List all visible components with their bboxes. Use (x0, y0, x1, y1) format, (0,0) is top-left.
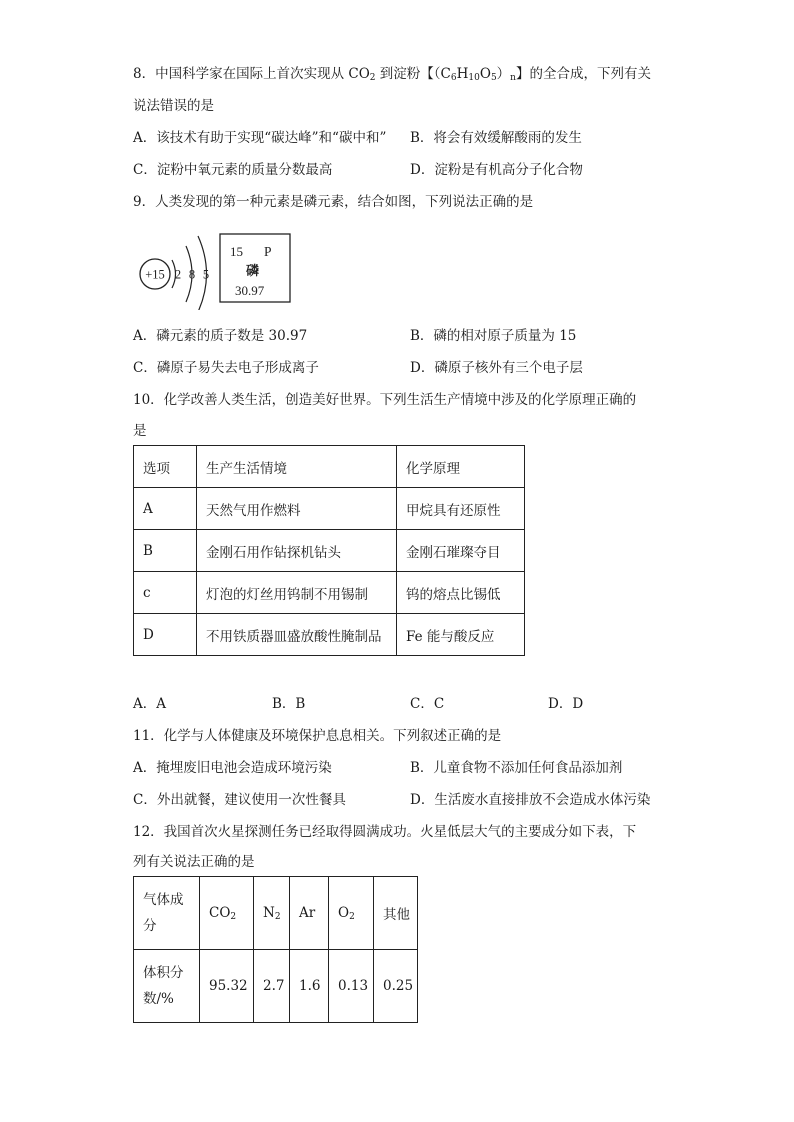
phosphorus-atom-diagram (136, 226, 296, 310)
table-row (134, 950, 418, 1023)
table-header-row (134, 877, 418, 950)
header-principle: 化学原理 (397, 446, 525, 488)
header-co2: $CO_2$ (200, 877, 254, 950)
element-name: 磷 (246, 264, 260, 279)
row-option: D (134, 614, 197, 656)
header-gas-component: 气体成 分 (134, 877, 200, 950)
q10-option-d: D．D (548, 696, 584, 712)
table-row (134, 488, 525, 530)
nucleus-charge: +15 (145, 267, 165, 282)
q11-option-b: B．儿童食物不添加任何食品添加剂 (410, 760, 623, 776)
row-scenario: 不用铁质器皿盛放酸性腌制品 (197, 614, 397, 656)
q9-option-b: B．磷的相对原子质量为 15 (410, 328, 577, 344)
header-ar: Ar (290, 877, 329, 950)
shell-count-2: 8 (188, 267, 196, 282)
shell-count-1: 2 (174, 267, 182, 282)
row-principle: 甲烷具有还原性 (397, 488, 525, 530)
table-row (134, 572, 525, 614)
q11-option-a: A．掩埋废旧电池会造成环境污染 (133, 760, 332, 776)
q12-stem-line1: 12．我国首次火星探测任务已经取得圆满成功。火星低层大气的主要成分如下表，下 (133, 824, 637, 840)
row-volume-fraction: 体积分 数/% (134, 950, 200, 1023)
cell-n2-value: 2.7 (254, 950, 290, 1023)
cell-ar-value: 1.6 (290, 950, 329, 1023)
q8-option-b: B．将会有效缓解酸雨的发生 (410, 130, 582, 146)
cell-o2-value: 0.13 (329, 950, 374, 1023)
q8-option-a: A．该技术有助于实现“碳达峰”和“碳中和” (133, 130, 387, 146)
shell-count-3: 5 (202, 267, 210, 282)
q10-stem-line2: 是 (133, 423, 147, 439)
row-scenario: 金刚石用作钻探机钻头 (197, 530, 397, 572)
q12-stem-line2: 列有关说法正确的是 (133, 854, 255, 870)
q11-option-d: D．生活废水直接排放不会造成水体污染 (410, 792, 651, 808)
table-row (134, 614, 525, 656)
row-scenario: 天然气用作燃料 (197, 488, 397, 530)
row-principle: Fe 能与酸反应 (397, 614, 525, 656)
row-option: A (134, 488, 197, 530)
q8-stem-line1: 8．中国科学家在国际上首次实现从 $CO_2$ 到淀粉【$(C_6H_{10}O_5)_n$】的全合成，下列有关 (133, 66, 651, 83)
q9-option-d: D．磷原子核外有三个电子层 (410, 360, 583, 376)
q9-option-a: A．磷元素的质子数是 30.97 (133, 328, 308, 344)
row-scenario: 灯泡的灯丝用钨制不用锡制 (197, 572, 397, 614)
q10-stem-line1: 10．化学改善人类生活，创造美好世界。下列生活生产情境中涉及的化学原理正确的 (133, 392, 637, 408)
q8-option-c: C．淀粉中氧元素的质量分数最高 (133, 162, 333, 178)
q9-stem: 9．人类发现的第一种元素是磷元素，结合如图，下列说法正确的是 (133, 194, 534, 210)
row-principle: 金刚石璀璨夺目 (397, 530, 525, 572)
q11-option-c: C．外出就餐，建议使用一次性餐具 (133, 792, 346, 808)
table-row (134, 530, 525, 572)
cell-other-value: 0.25 (374, 950, 418, 1023)
q10-option-b: B．B (272, 696, 306, 712)
atomic-number: 15 (230, 244, 243, 259)
q9-option-c: C．磷原子易失去电子形成离子 (133, 360, 319, 376)
row-option: B (134, 530, 197, 572)
header-option: 选项 (134, 446, 197, 488)
header-scenario: 生产生活情境 (197, 446, 397, 488)
atomic-mass: 30.97 (235, 283, 265, 298)
cell-co2-value: 95.32 (200, 950, 254, 1023)
row-principle: 钨的熔点比锡低 (397, 572, 525, 614)
q8-stem-line2: 说法错误的是 (133, 98, 214, 114)
q11-stem: 11．化学与人体健康及环境保护息息相关。下列叙述正确的是 (133, 728, 502, 744)
q10-option-c: C．C (410, 696, 445, 712)
q12-table (133, 876, 418, 1023)
element-symbol: P (264, 244, 272, 259)
q10-option-a: A．A (133, 696, 166, 712)
row-option: c (134, 572, 197, 614)
q10-table (133, 445, 525, 656)
header-o2: $O_2$ (329, 877, 374, 950)
header-other: 其他 (374, 877, 418, 950)
table-header-row (134, 446, 525, 488)
header-n2: $N_2$ (254, 877, 290, 950)
q8-option-d: D．淀粉是有机高分子化合物 (410, 162, 583, 178)
